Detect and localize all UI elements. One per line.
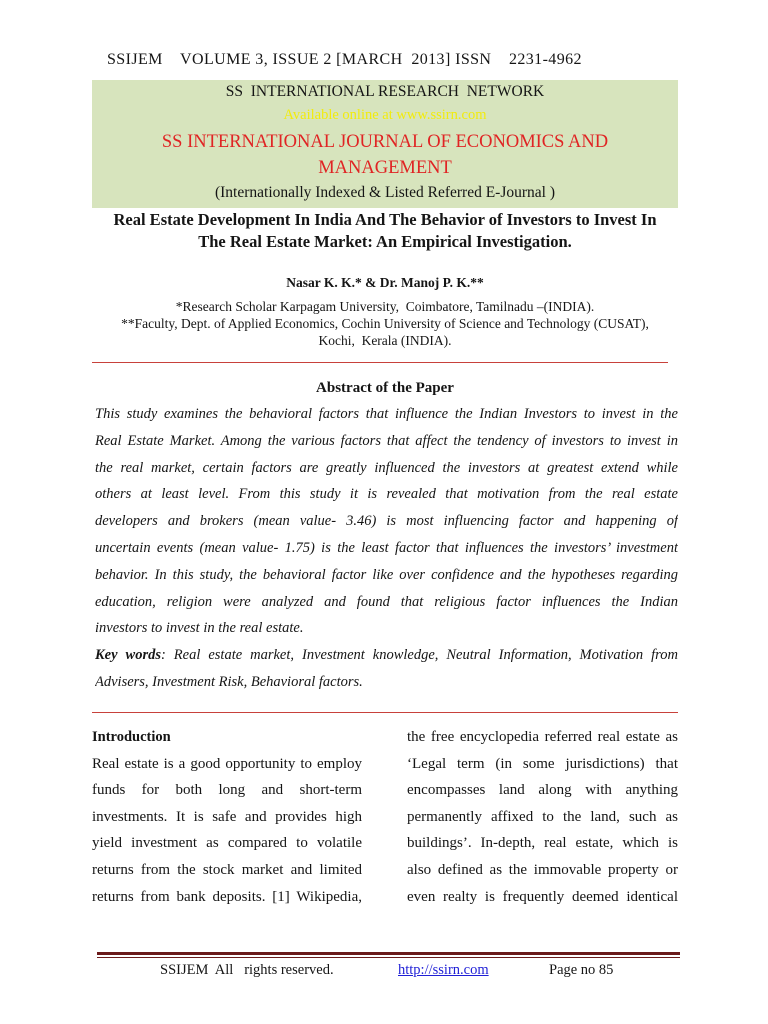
footer-divider — [97, 952, 680, 958]
indexing-note: (Internationally Indexed & Listed Referred E-Journal ) — [214, 184, 555, 201]
abstract-line: education, religion were analyzed and found that religious factor influences the Indian — [95, 593, 678, 610]
abstract-body — [95, 401, 678, 696]
right-column — [407, 724, 678, 910]
authors: Nasar K. K.* & Dr. Manoj P. K.** — [286, 275, 484, 290]
abstract-line: Real Estate Market. Among the various factors that affect the tendency of investors to invest in — [95, 432, 678, 449]
keywords-text: : Real estate market, Investment knowledge, Neutral Information, Motivation from — [160, 647, 678, 664]
body-line: encompasses land along with anything — [407, 782, 678, 799]
body-line: investments. It is safe and provides high — [92, 808, 362, 825]
left-column — [92, 724, 362, 910]
footer-rights: SSIJEM All rights reserved. — [160, 962, 334, 978]
abstract-heading: Abstract of the Paper — [316, 380, 454, 396]
keywords-label: Key words — [95, 647, 161, 664]
body-line: even realty is frequently deemed identical — [407, 888, 678, 905]
abstract-line: uncertain events (mean value- 1.75) is the least factor that influences the investors’ investment — [95, 539, 678, 556]
body-line: permanently affixed to the land, such as — [407, 808, 678, 825]
abstract-line: This study examines the behavioral factors that influence the Indian Investors to invest in the — [95, 406, 678, 422]
abstract-line: others at least level. From this study it is revealed that motivation from the real estate — [95, 486, 678, 503]
journal-title-line: MANAGEMENT — [318, 158, 452, 178]
body-line: returns from bank deposits. [1] Wikipedia, — [92, 888, 362, 905]
journal-masthead — [92, 80, 678, 208]
affiliation-line: Kochi, Kerala (INDIA). — [318, 333, 452, 348]
section-divider — [92, 712, 678, 713]
abstract-line: behavior. In this study, the behavioral factor like over confidence and the hypotheses regarding — [95, 566, 678, 583]
journal-title-line: SS INTERNATIONAL JOURNAL OF ECONOMICS AND — [161, 132, 609, 152]
affiliation-line: **Faculty, Dept. of Applied Economics, Cochin University of Science and Technology (CUSAT), — [121, 316, 649, 331]
body-line: also defined as the immovable property or — [407, 861, 678, 878]
body-line: yield investment as compared to volatile — [92, 835, 362, 852]
body-line: the free encyclopedia referred real estate as — [407, 729, 678, 745]
availability-note: Available online at www.ssirn.com — [283, 107, 487, 123]
network-name: SS INTERNATIONAL RESEARCH NETWORK — [225, 83, 545, 100]
section-heading: Introduction — [92, 729, 171, 745]
paper-title-line: The Real Estate Market: An Empirical Investigation. — [198, 232, 572, 251]
keywords-line: Advisers, Investment Risk, Behavioral factors. — [95, 673, 363, 690]
body-line: returns from the stock market and limited — [92, 861, 362, 878]
abstract-line: the real market, certain factors are greatly influenced the investors at greatest extend while — [95, 459, 678, 476]
section-divider — [92, 362, 668, 363]
body-line: ‘Legal term (in some jurisdictions) that — [407, 755, 678, 772]
affiliation-line: *Research Scholar Karpagam University, Coimbatore, Tamilnadu –(INDIA). — [175, 299, 595, 314]
page-number: Page no 85 — [549, 962, 614, 978]
keywords-line — [95, 642, 678, 669]
running-head: SSIJEM VOLUME 3, ISSUE 2 [MARCH 2013] ISSN 2231-4962 — [107, 51, 582, 68]
footer-link[interactable]: http://ssirn.com — [398, 962, 489, 978]
paper-title-line: Real Estate Development In India And The Behavior of Investors to Invest In — [113, 210, 657, 229]
paper-title — [92, 209, 678, 253]
abstract-line: developers and brokers (mean value- 3.46) is most influencing factor and happening of — [95, 513, 678, 530]
abstract-line: investors to invest in the real estate. — [95, 620, 304, 637]
affiliations — [92, 298, 678, 349]
body-line: funds for both long and short-term — [92, 782, 362, 799]
body-line: Real estate is a good opportunity to employ — [92, 755, 362, 772]
body-line: buildings’. In-depth, real estate, which is — [407, 835, 678, 852]
